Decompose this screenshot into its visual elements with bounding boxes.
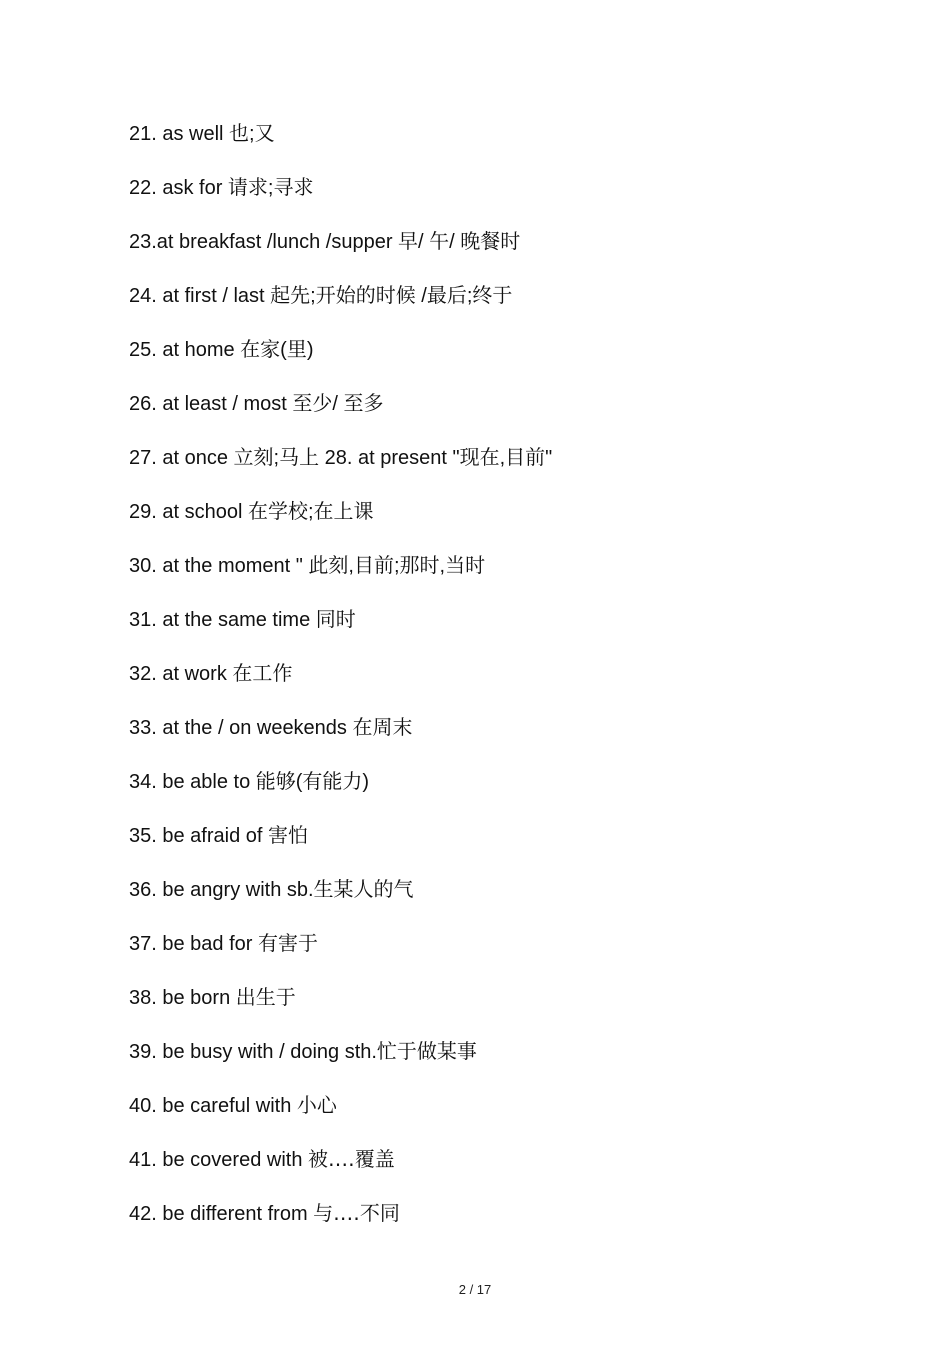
- list-item: 40. be careful with 小心: [129, 1095, 337, 1117]
- list-item: 25. at home 在家(里): [129, 339, 314, 361]
- list-item: 38. be born 出生于: [129, 987, 296, 1009]
- list-item: 22. ask for 请求;寻求: [129, 177, 314, 199]
- page-number: 2 / 17: [458, 1282, 492, 1297]
- list-item: 39. be busy with / doing sth.忙于做某事: [129, 1041, 477, 1063]
- list-item: 21. as well 也;又: [129, 123, 275, 145]
- list-item: 23.at breakfast /lunch /supper 早/ 午/ 晚餐时: [129, 231, 521, 253]
- list-item: 26. at least / most 至少/ 至多: [129, 393, 384, 415]
- list-item: 27. at once 立刻;马上 28. at present "现在,目前": [129, 447, 553, 469]
- list-item: 35. be afraid of 害怕: [129, 825, 308, 847]
- phrase-list: [129, 121, 552, 1255]
- list-item: 34. be able to 能够(有能力): [129, 771, 370, 793]
- list-item: 41. be covered with 被‥‥覆盖: [129, 1149, 395, 1171]
- list-item: 24. at first / last 起先;开始的时候 /最后;终于: [129, 285, 513, 307]
- list-item: 30. at the moment " 此刻,目前;那时,当时: [129, 555, 486, 577]
- list-item: 36. be angry with sb.生某人的气: [129, 879, 414, 901]
- list-item: 37. be bad for 有害于: [129, 933, 318, 955]
- list-item: 31. at the same time 同时: [129, 609, 356, 631]
- list-item: 29. at school 在学校;在上课: [129, 501, 374, 523]
- list-item: 42. be different from 与‥‥不同: [129, 1203, 400, 1225]
- list-item: 32. at work 在工作: [129, 663, 293, 685]
- list-item: 33. at the / on weekends 在周末: [129, 717, 413, 739]
